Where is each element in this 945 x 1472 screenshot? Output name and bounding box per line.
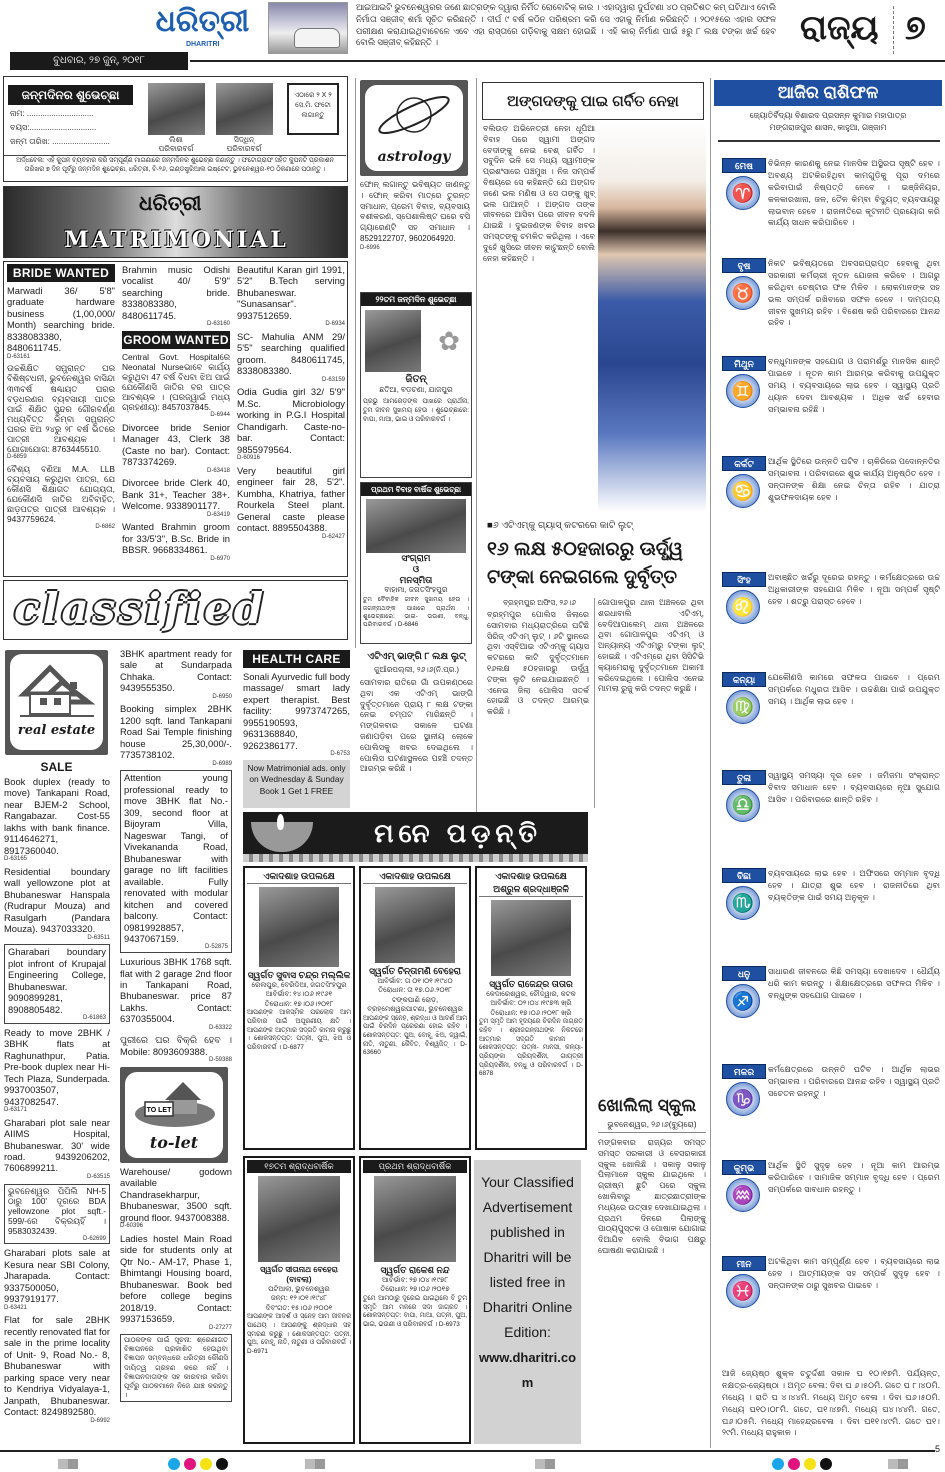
birthday-greeting — [360, 292, 472, 478]
obituary-photo — [375, 887, 455, 963]
horoscope-sign-scorpio — [718, 868, 940, 913]
sign-forecast: କର୍ମକ୍ଷେତ୍ରରେ ଉନ୍ନତି ଘଟିବ । ଆର୍ଥିକ ଲାଭର ସମ୍ଭାବନା । ପରିବାରରେ ଆନନ୍ଦ ରହିବ । ସ୍ୱାସ୍ଥ୍ୟ ପ୍ରତି ସଚେତନ ରହନ୍ତୁ । — [768, 1065, 940, 1098]
health-care-section — [243, 650, 350, 758]
reader-disclaimer: ପାଠକଙ୍କ ପାଇଁ ସୂଚନା: ଶ୍ରେଣୀଗତ ବିଜ୍ଞାପନରେ ପ୍ରକାଶିତ ହେଉଥିବା ବିଜ୍ଞାପନ ସମ୍ବନ୍ଧରେ ଧରିତ୍ରୀ କୌଣସି ଦାୟିତ୍ୱ ଗ୍ରହଣ କରେ ନାହିଁ । ବିଜ୍ଞାପନଦାତାଙ୍କ ସହ କାରବାର କରିବା ପୂର୍ବରୁ ପାଠକମାନେ ନିଜେ ଯାଞ୍ଚ କରନ୍ତୁ । — [120, 1334, 232, 1402]
footer-rule — [0, 1450, 935, 1452]
classified-ad: Gharabari plots sale at Kesura near SBI Colony, Jharapada. Contact: 9337500050, 9937919177. D-63421 — [4, 1247, 110, 1311]
sign-forecast: ଅଟକିଥିବା କାମ ସମ୍ପୂର୍ଣ୍ଣ ହେବ । ବ୍ୟବସାୟରେ ଲାଭ ହେବ । ଆତ୍ମୀୟଙ୍କ ସହ ସମ୍ପର୍କ ସୁଦୃଢ଼ ହେବ । ସନ୍ତାନଙ୍କ ଠାରୁ ସୁଖବର ପାଇବେ । — [768, 1257, 940, 1290]
obituary-occasion: ଏକାଦଶାହ ଉପଲକ୍ଷେ — [495, 871, 567, 881]
masthead-logo-sub: DHARITRI — [186, 41, 220, 48]
obituary-dates: ରେଲପୁର, ବେରିଡିଆ, ଜଗତସିଂହପୁର ଆବିର୍ଭାବ: ୧୪।୦୬।୧୯୬୧ ତିରୋଧାନ: ୧୭।୦୬।୨୦୧୮ — [251, 982, 347, 1008]
flame-icon — [277, 814, 284, 830]
school-story-dateline: ଭୁବନେଶ୍ୱର, ୨୬।୬(ବ୍ୟୁରୋ) — [598, 1120, 706, 1133]
sign-label: ବୃଷ — [722, 258, 766, 273]
classified-ad: Marwadi 36/ 5'8" graduate hardware business (1,00,000/ Month) searching bride. 8338083380, 8480611745. D-63161 — [7, 285, 115, 360]
to-let-graphic-inner — [125, 1072, 223, 1158]
birthday-coupon — [3, 76, 348, 182]
horoscope-sign-taurus — [718, 258, 940, 329]
registration-mark — [58, 1459, 78, 1469]
sample-photo-child — [148, 83, 205, 135]
sagittarius-icon: ♐ — [726, 984, 760, 1018]
form-field-dob: ଜନ୍ମ ତାରିଖ: .......................... — [10, 137, 110, 146]
anniversary-greeting — [360, 482, 472, 644]
atm-story-2-body: ସୋମବାର ରାତିରେ ଗାଁ ଉପକଣ୍ଠରେ ଥିବା ଏକ ଏଟିଏମ୍ ଭାଙ୍ଗି ଦୁର୍ବୃତ୍ତମାନେ ପ୍ରାୟ ୮ ଲକ୍ଷ ଟଙ୍କା ନେଇ ଚମ୍ପଟ ମାରିଛନ୍ତି । ମଙ୍ଗଳବାର ସକାଳେ ଘଟଣା ଜଣାପଡ଼ିବା ପରେ ସ୍ଥାନୀୟ ଲୋକେ ପୋଲିସକୁ ଖବର ଦେଇଥିଲେ । ପୋଲିସ ଘଟଣାସ୍ଥଳରେ ପହଞ୍ଚି ତଦନ୍ତ ଆରମ୍ଭ କରିଛି । — [360, 678, 473, 774]
registration-mark — [305, 1459, 325, 1469]
classified-column-1 — [4, 776, 110, 1427]
classified-ad: SC- Mahulia ANM 29/ 5'5" searching qualified groom. 8480611745, 8338083380. D-63159 — [237, 330, 345, 383]
classified-ad: Warehouse/ godown available Chandrasekharpur, Bhubaneswar, 3500 sqft. ground floor. 9437008388. D-60396 — [120, 1165, 232, 1230]
column-divider — [355, 78, 356, 648]
horoscope-sign-leo — [718, 572, 940, 617]
sign-label: ତୁଳା — [722, 770, 766, 785]
astrology-graphic — [360, 80, 468, 176]
matrimonial-banner — [3, 186, 348, 258]
couple-names: ସଂଗ୍ରାମ ଓ ମନସ୍ମିତା — [399, 553, 433, 585]
car-shape — [294, 28, 340, 48]
cancer-icon: ♋ — [726, 474, 760, 508]
column-divider — [476, 78, 477, 812]
astrology-ad: ଫୋନ୍ ଲଗାନ୍ତୁ ଭବିଷ୍ୟତ ଜାଣନ୍ତୁ । ଫୋନ୍ କରିବା ମାତ୍ରେ ତୁରନ୍ତ ସମାଧାନ, ପ୍ରେମ ବିବାହ, ବ୍ୟବସାୟ ବଶୀକରଣ, ସ୍ପେଶାଲିଷ୍ଟ ଘରେ ବସି ଗ୍ୟାରେଣ୍ଟି ସହ ସମାଧାନ । 8529122707, 9602064920. D-6996 — [360, 180, 470, 251]
sign-label: ମୀନ — [722, 1256, 766, 1271]
sign-forecast: ଆର୍ଥିକ ସ୍ଥିତିରେ ଉନ୍ନତି ଘଟିବ । ଚାକିରିରେ ପଦୋନ୍ନତିର ସମ୍ଭାବନା । ପରିବାରରେ ଶୁଭ କାର୍ଯ୍ୟ ଅନୁଷ୍ଠିତ ହେବ । ସନ୍ତାନଙ୍କ ଶିକ୍ଷା ନେଇ ଚିନ୍ତା ରହିବ । ଯାତ୍ରା ଶୁଭଫଳଦାୟକ ହେବ । — [768, 457, 940, 502]
classified-ad: Booking simplex 2BHK 1200 sqft. land Tankapani Road Sai Temple finishing house 25,30,000/-. 7735738102. D-6989 — [120, 703, 232, 767]
cmyk-cyan-dot — [168, 1458, 180, 1470]
form-field-age: ବୟସ:.............................. — [10, 123, 97, 132]
top-news-brief: ଆଇଆଇଟି ଭୁବନେଶ୍ୱରର ଜଣେ ଛାତ୍ରଙ୍କ ଦ୍ୱାରା ନିର୍ମିତ ରୋବୋଟିକ୍ କାର । ଏହାଦ୍ୱାରା ଦୁର୍ଘଟଣା ୪୦ ପ୍ରତିଶତ କମ୍ ଘଟିଥାଏ ବୋଲି ନିର୍ମାତା ସଞ୍ଜୀବ୍ ଶର୍ମା ସୂଚିତ କରିଛନ୍ତି । ଦୀର୍ଘ ୯ ବର୍ଷ କଠିନ ପରିଶ୍ରମ କରି ସେ ଏହାକୁ ନିର୍ମାଣ କରିଛନ୍ତି । ୨୦୧୫ରେ ଏହାର ସଫଳ ପରୀକ୍ଷଣ କରାଯାଇଥିବାବେଳେ ଏବେ ଏହା ରାସ୍ତାରେ ଗଡ଼ିବାକୁ ସକ୍ଷମ ହୋଇଛି । ଏହି କାର୍ ନିର୍ମାଣ ପାଇଁ ୫ରୁ ୮ ଲକ୍ଷ ଟଙ୍କା ଖର୍ଚ୍ଚ ହେବ ବୋଲି ସଞ୍ଜୀବ୍ କହିଛନ୍ତି । — [356, 2, 776, 48]
greeting-place: ଛତିଆ, ବଡ଼ଚଣା, ଯାଜପୁର — [379, 385, 453, 394]
obituary-name: ସ୍ୱର୍ଗତ ସୁବାସ ଚନ୍ଦ୍ର ମଲ୍ଲିକ — [247, 970, 351, 980]
atm-story-kicker: ■୬ ଏଟିଏମ୍‌କୁ ଗ୍ୟାସ୍ କଟରରେ କାଟି ଲୁଟ୍ — [487, 520, 633, 531]
photo-caption-1: ଲିଶା ପରିବାରବର୍ଗ — [158, 135, 194, 153]
matrimonial-offer-note: Now Matrimonial ads. only on Wednesday & Sunday Book 1 Get 1 FREE — [243, 760, 350, 808]
cmyk-yellow-dot — [200, 1458, 212, 1470]
classified-ad: ଭୁବନେଶ୍ୱର ପିପିଲି NH-5 ଠାରୁ 100' ଦୂରରେ BDA yellowzone plot sqft.- 599/-ରେ ବିକ୍ରୟହିଁ । 9583032439. D-62699 — [4, 1184, 110, 1245]
sale-heading: SALE — [40, 760, 73, 774]
horoscope-sign-libra — [718, 770, 940, 815]
obituary-occasion: ୧୭ତମ ଶ୍ରାଦ୍ଧବାର୍ଷିକ — [247, 1160, 351, 1173]
classified-ad: ବୈଶ୍ୟ ବଣିଆ M.A. LLB ବ୍ୟବସାୟ କରୁଥିବା ପାତ୍ର, ଯେ କୌଣସି ଶିକ୍ଷାଗତ ଯୋଗ୍ୟତା, ଯେକୌଣସି ଜାତିର ଅବିବାହିତ, ଛାଡ଼ପତ୍ର ପାତ୍ରୀ ଆବଶ୍ୟକ । 9437759624. D-6862 — [7, 463, 115, 531]
horoscope-sign-virgo — [718, 672, 940, 717]
groom-wanted-heading: GROOM WANTED — [123, 332, 229, 347]
classified-ad: Residential boundary wall yellowzone plot at Bhubaneswar Hanspala (Rudrapur Mouza) and Rasulgarh (Pandara Mouza). 9437033320. D-63511 — [4, 865, 110, 941]
cmyk-magenta-dot — [788, 1458, 800, 1470]
obituary-dates: ଆବିର୍ଭାବ: ତା ୦୧।୦୧।୧୯୪୦ ତିରୋଧାନ: ତା ୧୭.୦୬.୨୦୧୮ ଟଙ୍କପାଣି ରୋଡ଼, ବ୍ରହ୍ମେଶ୍ୱରପାଟଣା, ଭୁବନେଶ୍ୱର — [367, 978, 463, 1014]
school-story-body: ମଙ୍ଗଳବାର ରାଜ୍ୟର ସମସ୍ତ ସମସ୍ତ ସରକାରୀ ଓ ବେସରକାରୀ ସ୍କୁଲ ଖୋଲିଛି । ସକାଳୁ ସକାଳୁ ପିଲାମାନେ ସ୍କୁଲ ଯାଇଥିଲେ । ଗ୍ରୀଷ୍ମ ଛୁଟି ପରେ ସ୍କୁଲ ଖୋଲିବାରୁ ଛାତ୍ରଛାତ୍ରୀଙ୍କ ମଧ୍ୟରେ ଉତ୍ସାହ ଦେଖାଯାଇଥିଲା । ପ୍ରଥମ ଦିନରେ ପିଲାଙ୍କୁ ପାଠ୍ୟପୁସ୍ତକ ଓ ପୋଷାକ ଯୋଗାଇ ଦିଆଯିବ ବୋଲି ବିଭାଗ ପକ୍ଷରୁ ଘୋଷଣା କରାଯାଇଛି । — [598, 1138, 706, 1255]
classified-column-2 — [120, 648, 232, 1405]
sign-forecast: ସ୍ୱାସ୍ଥ୍ୟ ସମସ୍ୟା ଦୂର ହେବ । ଜମିଜମା ସଂକ୍ରାନ୍ତ ବିବାଦ ସମାଧାନ ହେବ । ବ୍ୟବସାୟରେ ନୂଆ ସୁଯୋଗ ଆସିବ । ପରିବାରରେ ଶାନ୍ତି ରହିବ । — [768, 771, 940, 804]
leo-icon: ♌ — [726, 590, 760, 624]
panjika-timings: ଆଜି ଜ୍ୟେଷ୍ଠ ଶୁକ୍ଳ ଚତୁର୍ଦ୍ଦଶୀ ସକାଳ ଘ ୧୦।୧୭ମି. ପର୍ଯ୍ୟନ୍ତ, ନକ୍ଷତ୍ର-ଜ୍ୟେଷ୍ଠା । ଅମୃତ ବେଳା: ଦିବା ଘ ୬।୫୦ମି. ଗତେ ଘ ୮।୪୦ମି. ମଧ୍ୟେ । ରାତି ଘ ୪।୪୪ମି. ମଧ୍ୟେ ଅମୃତ ବେଳା । ଦିବା ଘ୬।୫୦ମି. ମଧ୍ୟେ ଘ୧୦।୦୮ମି. ଗତେ, ଘ୧।୪୭ମି. ମଧ୍ୟେ ଘ୪।୪୪ମି. ଗତେ, ଘ୬।୦୫ମି. ମଧ୍ୟେ ମାହେନ୍ଦ୍ରବେଳା । ଦିବା ଘ୧୧।୪୯ମି. ଗତେ ଘ୧।୨୯ମି. ମଧ୍ୟେ ରାହୁକାଳ । — [722, 1369, 940, 1438]
classified-ad: Book duplex (ready to move) Tankapani Road, near BJEM-2 School, Rangabazar. Cost-55 lakhs with bank finance. 9114646271, 8917360040. D-63165 — [4, 776, 110, 863]
classified-ad: ଉଚ୍ଚଶିକ୍ଷିତ ସମ୍ଭ୍ରାନ୍ତ ଘର ବିଶିଷ୍ଟଧନୀ, ଭୁବନେଶ୍ୱର ବାସିନ୍ଦା ୩୩ବର୍ଷ ଷଣ୍ଢାୟତ ଘରର ବଡ଼ଧରଣର ବ୍ୟବସାୟୀ ପାତ୍ର ପାଇଁ ଶିକ୍ଷିତ ସୁନ୍ଦର ଗୌରବର୍ଣ୍ଣ ମଧ୍ୟବିତ୍ତ କିମ୍ବା ସମ୍ଭ୍ରାନ୍ତ ଘରର ଝିଅ ୨୪ରୁ ୨୮ ବର୍ଷ ଭିତରେ ପାତ୍ରୀ ଆବଶ୍ୟକ । ଯୋଗାଯୋଗ: 8763445510. D-6859 — [7, 363, 115, 461]
sign-label: ମକର — [722, 1064, 766, 1079]
classified-ad: Divorcee bride Clerk 40, Bank 31+, Teacher 38+. Welcome. 9338901177. D-63419 — [122, 477, 230, 518]
astrology-graphic-inner — [365, 85, 463, 171]
atm-story-body-1: ବ୍ରହ୍ମପୁର ପୋଲିସ ଜିଲାରେ ସୋମବାର ମଧ୍ୟରାତ୍ରିରେ ଘଟିଛି ସିରିଜ୍ ଏଟିଏମ୍ ଲୁଟ୍ । ୬ଟି ସ୍ଥାନରେ ଥିବା ଏସ୍‌ବିଆଇ ଏଟିଏମ୍‌କୁ ଗ୍ୟାସ କଟରରେ କାଟି ଦୁର୍ବୃତ୍ତମାନେ ୧୬ଲକ୍ଷ ୫୦ହଜାରରୁ ଊର୍ଦ୍ଧ୍ୱ ଟଙ୍କା ଲୁଟି ନେଇଯାଇଛନ୍ତି । ଏନେଇ ଜିଲା ପୋଲିସ ସତର୍କ ହୋଇଛି ଓ ତଦନ୍ତ ଆରମ୍ଭ କରିଛି । — [487, 610, 589, 717]
real-estate-label: real estate — [17, 723, 96, 738]
flower-border — [243, 854, 588, 862]
obituary-card — [359, 1156, 471, 1444]
horoscope-sign-aries — [718, 158, 940, 229]
sign-label: କୁମ୍ଭ — [722, 1160, 766, 1175]
matrimonial-column-2 — [122, 264, 230, 565]
feature-body: ବଲିଉଡ଼ ଅଭିନେତ୍ରୀ ନେହା ଧୂପିଆ ବିବାହ ପରେ ସ୍ୱାମୀ ଅଙ୍ଗଦ ବେଦୀଙ୍କୁ ନେଇ ବେଶ୍ ଗର୍ବିତ । ସବୁଦିନ ଭଳି ସେ ମଧ୍ୟ ସ୍ୱାମୀଙ୍କ ପ୍ରଶଂସାରେ ପଞ୍ଚମୁଖ । ନିଜ ସମ୍ପର୍କ ବିଷୟରେ ସେ କହିଛନ୍ତି ଯେ ଅଙ୍ଗଦ ଜଣେ ଭଲ ମଣିଷ ଓ ସେ ତାଙ୍କୁ ଖୁବ୍ ଭଲ ପାଆନ୍ତି । ଅଙ୍ଗଦ ତାଙ୍କ ଜୀବନରେ ଆସିବା ପରେ ଜୀବନ ବଦଳି ଯାଇଛି । ଦୁଇଜଣଙ୍କ ବିବାହ ଖବର ସମସ୍ତଙ୍କୁ ଚମକିତ କରିଥିଲା । ଏବେ ଦୁହେଁ ଖୁସିରେ ଜୀବନ କାଟୁଛନ୍ତି ବୋଲି ନେହା କହିଛନ୍ତି । — [483, 124, 595, 263]
horoscope-sign-gemini — [718, 356, 940, 415]
masthead-logo: ଧରିତ୍ରୀ — [155, 4, 250, 39]
sign-forecast: ବିଭିନ୍ନ କାରଣକୁ ନେଇ ମାନସିକ ଅସ୍ଥିରତା ସୃଷ୍ଟି ହେବ । ଅବଶ୍ୟ ଅଟକିରହିଥିବା କାମଗୁଡ଼ିକୁ ପୂରା ଦମରେ କରିବାପାଇଁ ନିଷ୍ପତ୍ତି ନେବେ । ଇଞ୍ଜିନିୟର, କଳକାରଖାନା, ଜଳ, ତୈଳ କିମ୍ବା ବିଦ୍ୟୁତ୍ ବ୍ୟବସାୟରୁ ଲାଭବାନ ହେବେ । ରାଜନୀତିରେ କୂଟନୀତି ପ୍ରୟୋଗ କରି କାର୍ଯ୍ୟ ସାଧନ କରିପାରିବେ । — [768, 159, 940, 228]
form-field-name: ନାମ: .............................. — [10, 109, 94, 118]
classified-banner — [3, 580, 348, 640]
anniversary-body: ତୁମ ବୈବାହିକ ଜୀବନ ସୁଖମୟ ହେଉ । ଜଗନ୍ନାଥଙ୍କ ପାଖରେ ପ୍ରାର୍ଥନା । ଶୁଭେଚ୍ଛାରେ: ଭାଇ- ଭଉଣୀ, ବନ୍ଧୁ, ପରିବାରବର୍ଗ । D-6846 — [363, 596, 469, 629]
cmyk-magenta-dot — [184, 1458, 196, 1470]
greeting-heading: ୨୨ତମ ଜନ୍ମଦିନ ଶୁଭେଚ୍ଛା — [361, 293, 471, 306]
libra-icon: ♎ — [726, 788, 760, 822]
column-divider — [594, 598, 595, 808]
obituary-occasion: ଏକାଦଶାହ ଉପଲକ୍ଷେ — [247, 870, 351, 884]
anniversary-heading: ପ୍ରଥମ ବିବାହ ବାର୍ଷିକ ଶୁଭେଚ୍ଛା — [361, 483, 471, 496]
sign-forecast: ଆର୍ଥିକ ସ୍ଥିତି ସୁଦୃଢ଼ ହେବ । ନୂଆ କାମ ଆରମ୍ଭ କରିପାରିବେ । ସାମାଜିକ ସମ୍ମାନ ବୃଦ୍ଧି ହେବ । ପ୍ରେମ ସମ୍ପର୍କରେ ସାବଧାନ ରହନ୍ତୁ । — [768, 1161, 940, 1194]
obituary-body: ତୁମେ ଆମଠାରୁ ଦୂରେଇ ଯାଇଥିଲେ ବି ତୁମ ସ୍ମୃତି ଆମ ମନରେ ସଦା ଜାଗ୍ରତ । ଶୋକସନ୍ତପ୍ତ: ବାପା, ମାଆ, ପତ୍ନୀ, ପୁଅ, ଭାଇ, ଭଉଣୀ ଓ ପରିବାରବର୍ଗ । D-6973 — [363, 1294, 467, 1328]
obituary-name: ସ୍ୱର୍ଗତ ସୀତାନାଥ ବେହେରା (ବାବଲା) — [260, 1265, 338, 1284]
matrimonial-brand: ଧରିତ୍ରୀ — [139, 191, 202, 215]
obituary-name: ସ୍ୱର୍ଗତ ଚିନ୍ତାମଣି ବେହେରା — [369, 966, 461, 976]
sign-label: କନ୍ୟା — [722, 672, 766, 687]
classified-ad: Beautiful Karan girl 1991, 5'2" B.Tech serving Bhubaneswar. "Sunasansar". 9937512659. D-6934 — [237, 264, 345, 328]
section-divider — [893, 6, 894, 54]
column-divider — [710, 78, 711, 1448]
classified-ad: Very beautiful girl engineer fair 28, 5'2". Kumbha, Khatriya, father Rourkela Steel plant. General caste please contact. 8895504388. D-62427 — [237, 464, 345, 540]
page-number: ୭ — [905, 9, 926, 47]
obituary-subheading: ଅଶ୍ରୁଳ ଶ୍ରଦ୍ଧାଞ୍ଜଳି — [479, 883, 583, 897]
obituary-body: ଆପଣଙ୍କ ସ୍ନେହ, ଶ୍ରଦ୍ଧା ଓ ଆଦର୍ଶ ଆମ ପାଇଁ ଚିରଦିନ ପ୍ରେରଣା ହୋଇ ରହିବ । ଶୋକସନ୍ତପ୍ତ: ପୁଅ, ବୋହୂ, ଝିଅ, ଜ୍ୱାଇଁ, ନାତି, ନାତୁଣୀ, କୈବିତ, ବିଶ୍ୱଜିତ୍ । D-63660 — [363, 1014, 468, 1057]
classified-ad: Sonali Ayurvedic full body massage/ smart lady expert therapist. Best facility: 9973747265, 9955190593, 9631368840, 9262386177. D-6753 — [243, 671, 350, 758]
pisces-icon: ♓ — [726, 1274, 760, 1308]
scorpio-icon: ♏ — [726, 886, 760, 920]
school-story-headline: ଖୋଲିଲା ସ୍କୁଲ — [598, 1096, 697, 1115]
atm-story-2-dateline: କୁଆଁରପଲ୍ଲୀ, ୨୬।୬(ନି.ପ୍ର.) — [373, 665, 460, 674]
classified-ad: Gharabari plot sale near AIIMS Hospital, Bhubaneswar. 30' wide road. 9439206202, 7606899211. D-63515 — [4, 1116, 110, 1180]
sign-label: ମେଷ — [722, 158, 766, 173]
bride-wanted-heading: BRIDE WANTED — [7, 264, 115, 282]
couple-photo — [366, 499, 466, 553]
matrimonial-column-3 — [237, 264, 345, 543]
sign-label: ମିଥୁନ — [722, 356, 766, 371]
greeting-body: ପ୍ରଭୁ ଆମରେଡ଼ଙ୍କ ପାଖରେ ପ୍ରାର୍ଥନା, ତୁମ ଜୀବନ ସୁଖମୟ ହେଉ । ଶୁଭେଚ୍ଛାରେ: ବାପା, ମାଆ, ଭାଇ ଓ ପରିବାରବର୍ଗ । — [363, 398, 469, 424]
classified-ad: Divorcee bride Senior Manager 43, Clerk 38 (Caste no bar). Contact: 7873374269. D-63418 — [122, 422, 230, 474]
obituary-dates: ପଟିଆଲା, ଭୁବନେଶ୍ୱର ଜନ୍ମ: ୧୨।୦୧।୧୯୪୮ ଦିବଂଗତ: ୧୫।୦୬।୨୦୦୧ — [265, 1286, 333, 1312]
online-listing-url[interactable]: www.dharitri.com — [478, 1350, 577, 1390]
classified-banner-title: classified — [14, 584, 267, 633]
anniversary-place: ବାହାମା, ଜଗତସିଂହପୁର — [384, 585, 448, 595]
horoscope-title: ଆଜିର ରାଶିଫଳ — [714, 80, 942, 106]
obituary-card — [359, 866, 471, 1150]
obituary-body: ଆପଣଙ୍କ ଆକସ୍ମିକ ପରଲୋକ ଆମ ପରିବାର ପାଇଁ ଅପୂରଣୀୟ କ୍ଷତି । ଆପଣଙ୍କ ଆତ୍ମାର ସଦ୍‌ଗତି କାମନା କରୁଛୁ । ଶୋକସନ୍ତପ୍ତ: ପତ୍ନୀ, ପୁଅ, ଝିଅ ଓ ପରିବାରବର୍ଗ । D-6877 — [247, 1009, 351, 1051]
classified-ad: Luxurious 3BHK 1768 sqft. flat with 2 garage 2nd floor in Tankapani Road, Bhubaneswar. price 87 Lakhs. Contact: 6370355004. D-63322 — [120, 956, 232, 1031]
sign-forecast: ଯେକୌଣସି କାମରେ ସଫଳତା ପାଇବେ । ପ୍ରେମ ସମ୍ପର୍କରେ ମଧୁରତା ଆସିବ । ଉଚ୍ଚଶିକ୍ଷା ପାଇଁ ଉପଯୁକ୍ତ ସମୟ । ଆର୍ଥିକ ଲାଭ ହେବ । — [768, 673, 940, 706]
online-listing-promo — [474, 1160, 581, 1444]
cmyk-cyan-dot — [772, 1458, 784, 1470]
atm-story-body-2: ଗୋପାଳପୁର ଥାନା ଅଞ୍ଚଳରେ ଥିବା ଶରଧାବାଲି ଏଟିଏମ୍, ବେଦିଆପାଲେମ୍ ଥାନା ଅଞ୍ଚଳରେ ଥିବା ଗୋପାଳପୁର ଏଟିଏମ୍ ଓ ଅନ୍ୟାନ୍ୟ ଏଟିଏମ୍‌ରୁ ଟଙ୍କା ଲୁଟ୍ ହୋଇଛି । ଏଟିଏମ୍‌ରେ ଥିବା ସିସିଟିଭି କ୍ୟାମେରାକୁ ଦୁର୍ବୃତ୍ତମାନେ ଅକାମୀ କରିଦେଇଥିଲେ । ପୋଲିସ ଏନେଇ ମାମଲା ରୁଜୁ କରି ତଦନ୍ତ କରୁଛି । — [598, 598, 704, 694]
classified-ad: Ready to move 2BHK / 3BHK flats at Raghunathpur, Patia. Pre-book duplex near Hi-Tech Plaza, Sunderpada. 9937003507, 9437082547. D-63171 — [4, 1026, 110, 1113]
obituary-card — [243, 866, 355, 1150]
health-care-heading: HEALTH CARE — [243, 650, 350, 668]
obituary-photo — [374, 1176, 456, 1262]
obituary-body: ଆପଣଙ୍କ ଆଦର୍ଶ ଓ ସ୍ନେହ ଆମ ଜୀବନର ପାଥେୟ । ଆପଣଙ୍କୁ ଶ୍ରଦ୍ଧାର ସହ ସ୍ମରଣ କରୁଛୁ । ଶୋକସନ୍ତପ୍ତ: ପତ୍ନୀ, ପୁଅ, ବୋହୂ, ନାତି, ନାତୁଣୀ ଓ ପରିବାରବର୍ଗ । D-6971 — [247, 1313, 351, 1355]
horoscope-byline: ଜ୍ୟୋତିର୍ବିଦ୍ୟା ବିଶାରଦ ପ୍ରସନ୍ନ କୁମାର ମହାପାତ୍ର ମଙ୍ଗରାଜପୁର ଶାସନ, କାହୁଆ, ଗଞ୍ଜାମ — [749, 111, 907, 132]
flower-icon: ✿ — [438, 326, 460, 356]
matrimonial-label: MATRIMONIAL — [64, 227, 289, 253]
obituary-name: ସ୍ୱର୍ଗତ ରାଜେନ୍ଦ୍ର ତାତାର — [489, 979, 573, 989]
obituary-photo — [259, 887, 339, 967]
to-let-label: to-let — [149, 1132, 199, 1152]
feature-headline: ଅଙ୍ଗଦଙ୍କୁ ପାଇ ଗର୍ବିତ ନେହା — [482, 82, 704, 120]
to-let-sign: TO LET — [146, 1106, 172, 1114]
atm-story-headline: ୧୬ ଲକ୍ଷ ୫୦ହଜାରରୁ ଊର୍ଦ୍ଧ୍ୱ ଟଙ୍କା ନେଇଗଲେ ଦୁର୍ବୃତ୍ତ — [487, 539, 684, 588]
classified-ad: Central Govt. Hospitalରେ Neonatal Nurseଭାବେ କାର୍ଯ୍ୟ କରୁଥିବା 47 ବର୍ଷ ବିଧବା ଝିଅ ପାଇଁ ଯେକୌଣସି ଜାତିର ବର ପାତ୍ର ଆବଶ୍ୟକ । (ଘରଜ୍ୱାଇଁ ମଧ୍ୟ ଗ୍ରହଣୀୟ): 8457037845. D-6944 — [122, 351, 230, 419]
classified-ad: Odia Gudia girl 32/ 5'9" M.Sc. Microbiology working in P.G.I Hospital Chandigarh. Caste-no-bar. Contact: 9855979564. D-60916 — [237, 386, 345, 462]
obituary-card — [243, 1156, 355, 1444]
to-let-graphic — [120, 1067, 228, 1163]
house-for-rent-icon — [125, 1072, 223, 1130]
header-rule — [190, 60, 945, 62]
sign-label: ସିଂହ — [722, 572, 766, 587]
cmyk-black-dot — [216, 1458, 228, 1470]
greeting-photo — [365, 310, 421, 372]
sign-forecast: ବ୍ୟବସାୟରେ ଲାଭ ହେବ । ଅଫିସରେ ସମ୍ମାନ ବୃଦ୍ଧି ହେବ । ଯାତ୍ରା ଶୁଭ ହେବ । ରାଜନୀତିରେ ଥିବା ବ୍ୟକ୍ତିଙ୍କ ପାଇଁ ସମୟ ଅନୁକୂଳ । — [768, 869, 940, 902]
registration-mark — [535, 1459, 555, 1469]
planet-icon — [365, 85, 463, 143]
virgo-icon: ♍ — [726, 690, 760, 724]
online-listing-text: Your Classified Advertisement published in Dharitri will be listed free in Dharitri Online Edition: — [481, 1174, 574, 1340]
classified-ad: Flat for sale 2BHK recently renovated flat for sale in the prime locality of Unit- 9, Road No.- 8, Bhubaneswar with parking space very near to Kendriya Vidyalaya-1, Janpath, Bhubaneswar. Contact: 8249892580. D-6992 — [4, 1314, 110, 1424]
horoscope-sign-sagittarius — [718, 966, 940, 1011]
obituary-banner — [243, 812, 588, 862]
sign-label: ବିଛା — [722, 868, 766, 883]
astrology-label: astrology — [377, 149, 451, 165]
atm-story-dateline: ବ୍ରହ୍ମପୁର ଅଫିସ, ୨୬।୬ — [503, 598, 576, 607]
registration-mark — [888, 1459, 908, 1469]
taurus-icon: ♉ — [726, 276, 760, 310]
sign-forecast: ଅବାଞ୍ଛିତ ଖର୍ଚ୍ଚରୁ ଦୂରେଇ ରହନ୍ତୁ । କର୍ମକ୍ଷେତ୍ରରେ ଉଚ୍ଚ ଅଧିକାରୀଙ୍କ ସହଯୋଗ ମିଳିବ । ନୂଆ ସମ୍ପର୍କ ସୃଷ୍ଟି ହେବ । ଶତ୍ରୁ ପରାସ୍ତ ହେବେ । — [768, 573, 940, 606]
sign-label: କର୍କଟ — [722, 456, 766, 471]
birthday-coupon-title: ଜନ୍ମଦିନର ଶୁଭେଚ୍ଛା — [8, 85, 133, 105]
classified-ad: ପୁରୀରେ ଘର ବିକ୍ରି ହେବ । Mobile: 8093609388. D-59388 — [120, 1034, 232, 1064]
obituary-dates: କେଦାରେଶ୍ୱର, ଚୌଦ୍ୱାର, କଟକ ଆବିର୍ଭାବ: ୦୨।୦୪।୧୯୭୩ ଖ୍ରି ତିରୋଧାନ: ୧୭।୦୬।୨୦୧୮ ଖ୍ରି — [486, 991, 576, 1017]
aries-icon: ♈ — [726, 176, 760, 210]
greeting-name: ଜିତନ୍ — [405, 374, 427, 385]
classified-ad: Brahmin music Odishi vocalist 40/ 5'9" searching bride. 8338083380, 8480611745. D-63160 — [122, 264, 230, 328]
horoscope-sign-capricorn — [718, 1064, 940, 1109]
actress-photo — [598, 122, 706, 512]
sign-forecast: ସାଧାରଣ ଜୀବନରେ କିଛି ସମସ୍ୟା ଦେଖାଦେବ । ଧୈର୍ଯ୍ୟ ଧରି କାମ କରନ୍ତୁ । ଶିକ୍ଷାକ୍ଷେତ୍ରରେ ସଫଳତା ମିଳିବ । ବନ୍ଧୁଙ୍କ ସହଯୋଗ ପାଇବେ । — [768, 967, 940, 1000]
house-icon — [10, 654, 103, 720]
obituary-photo — [491, 900, 571, 976]
cmyk-yellow-dot — [804, 1458, 816, 1470]
classified-ad: Gharabari boundary plot infront of Krupajal Engineering College, Bhubaneswar. 9090899281, 8908805482. D-61863 — [4, 944, 110, 1023]
obituary-name: ସ୍ୱର୍ଗତ ରାକେଶ ନନ୍ଦ — [380, 1265, 450, 1275]
cmyk-black-dot — [820, 1458, 832, 1470]
atm-story-2-headline: ଏଟିଏମ୍ ଭାଙ୍ଗି ୮ ଲକ୍ଷ ଲୁଟ୍ — [367, 651, 466, 662]
horoscope-sign-aquarius — [718, 1160, 940, 1205]
capricorn-icon: ♑ — [726, 1082, 760, 1116]
classified-ad: Attention young professional ready to move 3BHK flat No.- 309, second floor at Bijoyram Villa, Nageswar Tangi, of Vivekananda Road, Bhubaneswar with garage no lift facilities available. Fully renovated with modular kitchen and covered balcony. Contact: 09819928857, 9437067159. D-52875 — [120, 770, 232, 953]
matrimonial-column-1 — [7, 264, 115, 534]
sign-forecast: ନିକଟ ଭବିଷ୍ୟତରେ ଅବସରପ୍ରାପ୍ତ ହେବାକୁ ଥିବା ସରକାରୀ କର୍ମଚାରୀ ନୂତନ ଯୋଜନା କରିବେ । ଆଗରୁ କରିଥିବା ଚେଷ୍ଟାର ଫଳ ମିଳିବ । ଲୋକମାନଙ୍କ ସହ ଭଲ ସମ୍ପର୍କ ରଖିବାରେ ସଫଳ ହେବେ । ଦାମ୍ପତ୍ୟ ଜୀବନ ସୁଖମୟ ରହିବ । ବିଶେଷ କରି ପରିବାରରେ ଆନନ୍ଦ ରହିବ । — [768, 259, 940, 328]
obituary-card — [475, 866, 587, 1150]
coupon-instructions: ଅର୍ଦ୍ଧବେଳା: ଏହି କୁପନ ବ୍ୟବହାର କରି ସମ୍ପୂର୍ଣ୍ଣ ମାଗଣାରେ ଜନ୍ମଦିନର ଶୁଭେଚ୍ଛା ଜଣାନ୍ତୁ । ଫଟୋଗ୍ରାଫ ସହିତ କୁପନଟି ପ୍ରକାଶନ ତାରିଖର ୭ ଦିନ ପୂର୍ବରୁ ଜନ୍ମଦିନ ଶୁଭେଚ୍ଛା, ଧରିତ୍ରୀ, ବି-୨୬, ଇଣ୍ଡଷ୍ଟ୍ରିଆଲ ଇଷ୍ଟେଟ, ଭୁବନେଶ୍ୱର-୧୦ ଠିକଣାରେ ପଠାନ୍ତୁ । — [4, 155, 346, 175]
section-title: ରାଜ୍ୟ — [800, 9, 879, 47]
horoscope-sign-pisces — [718, 1256, 940, 1301]
footer-page-number: 5 — [935, 1444, 941, 1454]
sign-label: ଧନୁ — [722, 966, 766, 981]
sample-photo-woman — [216, 83, 273, 135]
aquarius-icon: ♒ — [726, 1178, 760, 1212]
horoscope-rule — [718, 140, 940, 142]
issue-date: ବୁଧବାର, ୨୭ ଜୁନ୍, ୨୦୧୮ — [10, 52, 188, 70]
obituary-banner-title: ମନେ ପଡ଼ନ୍ତି — [374, 818, 542, 848]
classified-ad: 3BHK apartment ready for sale at Sundarpada Chhaka. Contact: 9439555350. D-6950 — [120, 648, 232, 700]
sign-forecast: ବନ୍ଧୁମାନଙ୍କ ସହଯୋଗ ଓ ପରାମର୍ଶରୁ ମାନସିକ ଶାନ୍ତି ପାଇବେ । ନୂତନ କାମ ଆରମ୍ଭ କରିବାକୁ ଉପଯୁକ୍ତ ସମୟ । ବ୍ୟବସାୟରେ ଲାଭ ହେବ । ସ୍ୱାସ୍ଥ୍ୟ ପ୍ରତି ଧ୍ୟାନ ଦେବା ଆବଶ୍ୟକ । ଅଧିକ ଖର୍ଚ୍ଚ ହେବାର ସମ୍ଭାବନା ରହିଛି । — [768, 357, 940, 414]
obituary-occasion: ପ୍ରଥମ ଶ୍ରାଦ୍ଧବାର୍ଷିକ — [363, 1160, 467, 1173]
classified-ad: Wanted Brahmin groom for 33/5'3", B.Sc. Bride in BBSR. 9668334861. D-6970 — [122, 521, 230, 562]
obituary-dates: ଆବିର୍ଭାବ: ୨୭।୦୪।୧୯୭୮ ତିରୋଧାନ: ୨୭।୦୬।୨୦୧୭ — [380, 1277, 450, 1294]
obituary-occasion: ଏକାଦଶାହ ଉପଲକ୍ଷେ — [363, 870, 467, 884]
gemini-icon: ♊ — [726, 374, 760, 408]
classified-ad: Ladies hostel Main Road side for students only at Qtr No.- AM-17, Phase 1, Bhimtangi Housing board, Bhubaneswar. Book bed before college begins 2018/19. Contact: 9937153659. D-27277 — [120, 1232, 232, 1331]
photo-caption-2: ସିଦ୍ଧିନ୍ ପରିବାରବର୍ଗ — [226, 135, 262, 153]
matrimonial-listings — [3, 261, 348, 577]
obituary-body: ତୁମ ସ୍ମୃତି ଆମ ହୃଦୟରେ ଚିରଦିନ ଜାଗ୍ରତ ରହିବ । ଶ୍ରୀଜଗନ୍ନାଥଙ୍କ ନିକଟରେ ଆତ୍ମାର ସଦ୍‌ଗତି କାମନା । ଶୋକସନ୍ତପ୍ତ: ପତ୍ନୀ- ମାନସୀ, କନ୍ୟା- ପ୍ରିୟଙ୍କା ପ୍ରିୟଦର୍ଶିନୀ, ଗାୟତ୍ରୀ ପ୍ରିୟଦର୍ଶିନୀ, ବନ୍ଧୁ ଓ ପରିବାରବର୍ଗ । D-6878 — [479, 1018, 584, 1078]
obituary-photo — [258, 1176, 340, 1262]
horoscope-sign-cancer — [718, 456, 940, 504]
photo-placeholder-box: ଏଠାରେ ୨ X ୨ ସେ.ମି. ଫଟୋ ଲଗାନ୍ତୁ — [287, 83, 339, 135]
